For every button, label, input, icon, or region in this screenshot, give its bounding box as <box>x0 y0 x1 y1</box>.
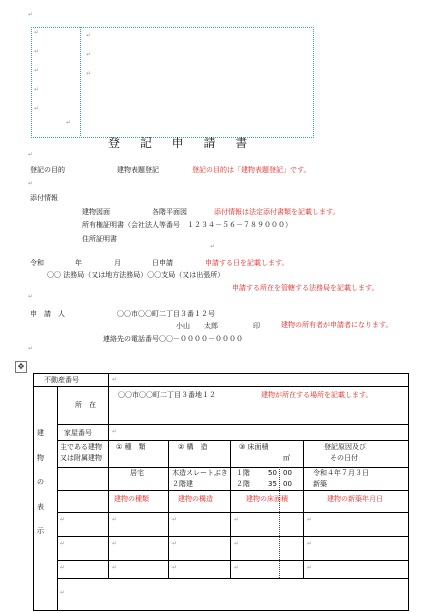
date-day: 日申請 <box>152 259 173 267</box>
table-line <box>57 440 409 441</box>
section-char: 物 <box>37 454 44 462</box>
cell-mark: ↵ <box>112 516 118 523</box>
attachments-note: 添付情報は法定添付書類を記載します。 <box>214 208 340 216</box>
paragraph-mark: ↵ <box>28 345 34 352</box>
header-frame-divider <box>80 27 81 136</box>
paragraph-mark: ↵ <box>28 151 34 158</box>
cell-mark: ↵ <box>112 376 118 383</box>
paragraph-mark: ↵ <box>86 32 92 39</box>
cell-mark: ↵ <box>307 564 313 571</box>
applicant-name-note: 建物の所有者が申請者になります。 <box>281 321 393 329</box>
type-note: 建物の種類 <box>114 495 149 503</box>
column-header-area: ③ 床面積 <box>239 443 269 451</box>
structure-note: 建物の構造 <box>178 495 213 503</box>
area-floor: ２階 <box>236 480 250 488</box>
paragraph-mark: ↵ <box>34 29 40 36</box>
type-value: 居宅 <box>130 469 144 477</box>
cell-mark: ↵ <box>307 540 313 547</box>
cell-mark: ↵ <box>172 516 178 523</box>
section-char: 表 <box>37 503 44 511</box>
table-line <box>33 386 409 387</box>
applicant-phone: 連絡先の電話番号〇〇－００００－００００ <box>103 335 243 343</box>
table-line <box>230 440 231 578</box>
header-frame <box>31 27 314 138</box>
cell-mark: ↵ <box>60 589 66 596</box>
table-line <box>57 536 409 537</box>
applicant-name: 小山 太郎 <box>176 322 218 330</box>
applicant-seal: 印 <box>253 322 260 330</box>
table-line <box>57 578 409 579</box>
table-dotted-line <box>279 467 280 578</box>
office-text: 〇〇 法務局（又は地方法務局）〇〇支局（又は出張所） <box>47 271 225 279</box>
cell-mark: ↵ <box>234 564 240 571</box>
paragraph-mark: ↵ <box>66 119 72 126</box>
area-note: 建物の床面積 <box>246 495 288 503</box>
cause-value: 令和４年７月３日 <box>313 469 369 477</box>
column-header-cause: その日付 <box>330 454 358 462</box>
cell-mark: ↵ <box>172 540 178 547</box>
paragraph-mark: ↵ <box>86 70 92 77</box>
date-note: 申請する日を記載します。 <box>205 259 289 267</box>
location-note: 建物が所在する場所を記載します。 <box>261 391 373 399</box>
column-header-structure: ② 構 造 <box>178 443 208 451</box>
purpose-value: 建物表題登記 <box>117 166 159 174</box>
structure-value: ２階建 <box>172 480 193 488</box>
cell-mark: ↵ <box>60 540 66 547</box>
section-char: 建 <box>37 429 44 437</box>
attachments-label: 添付情報 <box>30 194 58 202</box>
location-value: 〇〇市〇〇町二丁目３番地１２ <box>118 391 216 399</box>
column-header-area-unit: ㎡ <box>283 454 290 462</box>
paragraph-mark: ↵ <box>210 243 216 250</box>
applicant-label: 申 請 人 <box>30 310 65 318</box>
table-line <box>303 440 304 578</box>
area-floor: １階 <box>236 469 250 477</box>
section-char: の <box>37 478 44 486</box>
paragraph-mark: ↵ <box>28 11 34 18</box>
cell-mark: ↵ <box>112 564 118 571</box>
table-line <box>108 373 109 578</box>
paragraph-mark: ↵ <box>28 180 34 187</box>
cell-mark: ↵ <box>234 516 240 523</box>
attachment-item: 建物図面 <box>82 208 110 216</box>
attachment-item: 各階平面図 <box>152 208 187 216</box>
table-move-handle[interactable]: ✥ <box>15 361 27 373</box>
area-decimal: 00 <box>283 469 292 477</box>
table-line <box>57 424 409 425</box>
cell-mark: ↵ <box>172 564 178 571</box>
area-value: 50 <box>268 469 277 477</box>
date-era: 令和 <box>30 259 44 267</box>
cell-mark: ↵ <box>112 540 118 547</box>
area-decimal: 00 <box>283 480 292 488</box>
cell-mark: ↵ <box>60 564 66 571</box>
cell-mark: ↵ <box>234 540 240 547</box>
house-number-label: 家屋番号 <box>64 429 92 437</box>
paragraph-mark: ↵ <box>34 67 40 74</box>
table-line <box>57 467 409 468</box>
date-year: 年 <box>75 259 82 267</box>
table-line <box>57 490 409 491</box>
area-value: 35 <box>268 480 277 488</box>
column-header-cause: 登記原因及び <box>324 443 366 451</box>
cell-mark: ↵ <box>307 516 313 523</box>
office-note: 申請する所在を管轄する法務局を記載します。 <box>232 284 379 292</box>
paragraph-mark: ↵ <box>34 48 40 55</box>
column-header-type: ① 種 類 <box>116 443 146 451</box>
table-line <box>57 512 409 513</box>
main-building-label: 又は附属建物 <box>60 454 102 462</box>
purpose-label: 登記の目的 <box>30 166 65 174</box>
cause-note: 建物の新築年月日 <box>327 495 383 503</box>
table-line <box>57 386 58 610</box>
applicant-address: 〇〇市〇〇町二丁目３番１２号 <box>117 310 215 318</box>
purpose-note: 登記の目的は「建物表題登記」です。 <box>192 166 311 174</box>
paragraph-mark: ↵ <box>86 51 92 58</box>
paragraph-mark: ↵ <box>28 293 34 300</box>
table-line <box>57 560 409 561</box>
location-label: 所 在 <box>75 401 96 409</box>
paragraph-mark: ↵ <box>34 105 40 112</box>
real-estate-number-label: 不動産番号 <box>44 376 79 384</box>
cause-value: 新築 <box>313 480 327 488</box>
cell-mark: ↵ <box>60 516 66 523</box>
attachment-item: 住所証明書 <box>82 235 117 243</box>
table-line <box>168 440 169 578</box>
document-title: 登 記 申 請 書 <box>108 136 256 150</box>
attachment-item: 所有権証明書（会社法人等番号 １２３４－５６－７８９０００） <box>82 221 292 229</box>
structure-value: 木造スレートぶき <box>172 469 228 477</box>
date-month: 月 <box>114 259 121 267</box>
cell-mark: ↵ <box>112 428 118 435</box>
paragraph-mark: ↵ <box>34 86 40 93</box>
main-building-label: 主である建物 <box>60 443 102 451</box>
section-char: 示 <box>37 527 44 535</box>
